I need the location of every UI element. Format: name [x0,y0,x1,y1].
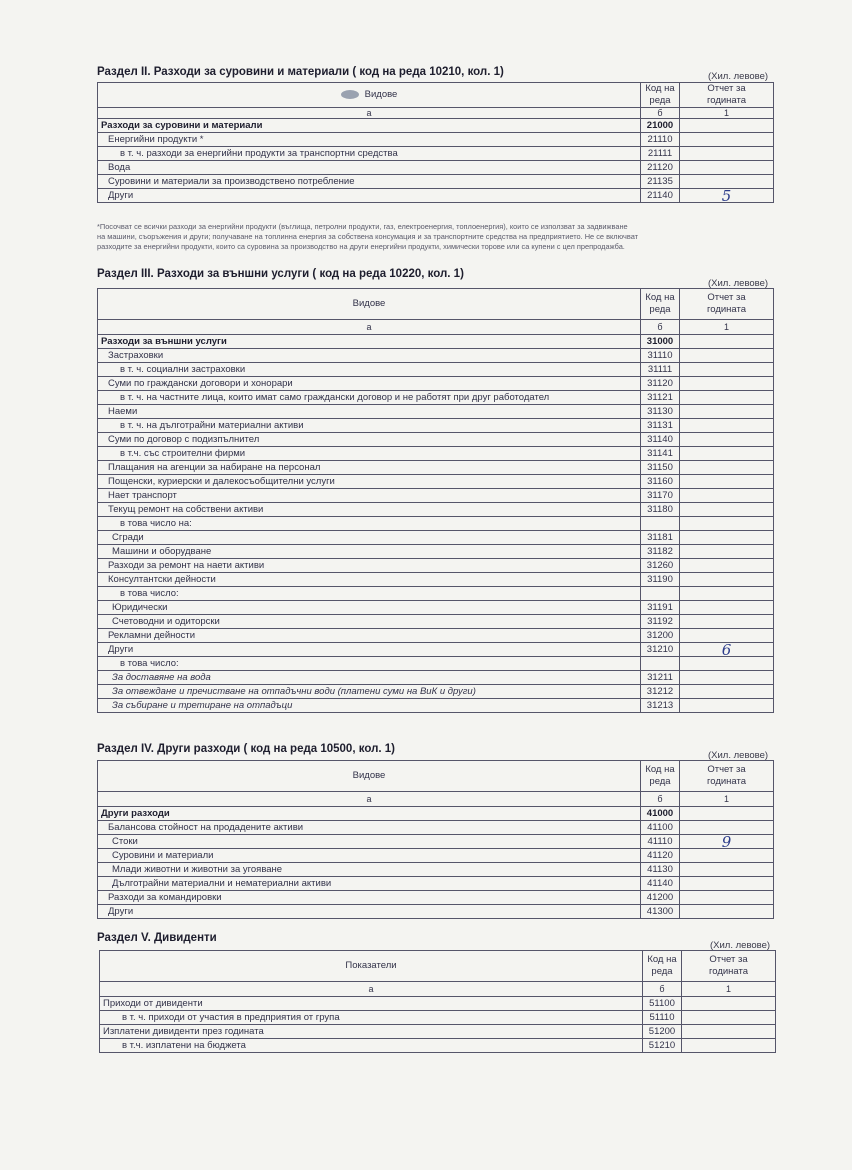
section4-kind-header: Видове [98,761,641,792]
table-row: Суми по граждански договори и хонорари 31120 [98,377,774,391]
table-row: Текущ ремонт на собствени активи 31180 [98,503,774,517]
section3-header-row [98,289,774,320]
value-cell[interactable] [680,629,774,643]
value-cell[interactable] [680,161,774,175]
value-cell[interactable] [680,821,774,835]
value-cell[interactable] [680,133,774,147]
value-cell[interactable] [680,363,774,377]
value-cell[interactable] [680,807,774,821]
value-cell[interactable] [680,447,774,461]
table-row: Разходи за суровини и материали 21000 [98,119,774,133]
table-row: Разходи за външни услуги 31000 [98,335,774,349]
table-row: Сгради 31181 [98,531,774,545]
section5-header-row [100,951,776,982]
section4-code-header: Код на реда [641,761,680,792]
section5-report-header: Отчет за годината [682,951,776,982]
value-cell[interactable] [680,119,774,133]
value-cell[interactable] [682,1011,776,1025]
value-cell[interactable] [680,657,774,671]
value-cell[interactable] [680,405,774,419]
value-cell[interactable] [680,587,774,601]
section5-indicators-header: Показатели [100,951,643,982]
value-cell[interactable] [680,461,774,475]
value-cell[interactable] [680,685,774,699]
table-row: За отвеждане и пречистване на отпадъчни води (платени суми на ВиК и други) 31212 [98,685,774,699]
smudge-icon [341,90,359,99]
value-cell[interactable]: 5 [680,189,774,203]
section3-units: (Хил. левове) [708,278,769,289]
value-cell[interactable] [682,1025,776,1039]
table-row: Машини и оборудване 31182 [98,545,774,559]
table-row: Енергийни продукти * 21110 [98,133,774,147]
table-row: Други разходи 41000 [98,807,774,821]
table-row: Суровини и материали за производствено потребление 21135 [98,175,774,189]
value-cell[interactable] [680,489,774,503]
section2-header-row [98,83,774,108]
section3-code-header: Код на реда [641,289,680,320]
section3-report-header: Отчет за годината [680,289,774,320]
value-cell[interactable] [680,615,774,629]
table-row: Консултантски дейности 31190 [98,573,774,587]
value-cell[interactable] [680,573,774,587]
value-cell[interactable] [680,419,774,433]
value-cell[interactable] [680,699,774,713]
section3-title: Раздел III. Разходи за външни услуги ( код на реда 10220, кол. 1) [97,268,464,280]
section5-code-header: Код на реда [643,951,682,982]
value-cell[interactable] [680,349,774,363]
section2-subheader-row: а б 1 [98,108,774,119]
table-row: Рекламни дейности 31200 [98,629,774,643]
value-cell[interactable] [680,531,774,545]
table-row: Други 41300 [98,905,774,919]
table-row: в т. ч. социални застраховки 31111 [98,363,774,377]
section2-report-header: Отчет за годината [680,83,774,108]
table-row: Наеми 31130 [98,405,774,419]
table-row: Застраховки 31110 [98,349,774,363]
value-cell[interactable] [680,559,774,573]
table-row: Пощенски, куриерски и далекосъобщителни услуги 31160 [98,475,774,489]
table-row: За събиране и третиране на отпадъци 31213 [98,699,774,713]
value-cell[interactable] [682,997,776,1011]
section2-title: Раздел II. Разходи за суровини и материали ( код на реда 10210, кол. 1) [97,66,504,78]
table-row: Дълготрайни материални и нематериални активи 41140 [98,877,774,891]
table-row: За доставяне на вода 31211 [98,671,774,685]
value-cell[interactable] [680,905,774,919]
table-row: в т.ч. със строителни фирми 31141 [98,447,774,461]
section3-table [97,288,774,713]
value-cell[interactable] [680,175,774,189]
table-row: Балансова стойност на продадените активи 41100 [98,821,774,835]
value-cell[interactable] [680,863,774,877]
table-row: Други 31210 6 [98,643,774,657]
table-row: в т. ч. приходи от участия в предприятия от група 51110 [100,1011,776,1025]
value-cell[interactable] [680,849,774,863]
table-row: Други 21140 5 [98,189,774,203]
table-row: в това число на: [98,517,774,531]
value-cell[interactable] [680,503,774,517]
value-cell[interactable] [680,545,774,559]
value-cell[interactable] [680,335,774,349]
table-row: в т. ч. разходи за енергийни продукти за транспортни средства 21111 [98,147,774,161]
section2-footnote: *Посочват се всички разходи за енергийни продукти (въглища, петролни продукти, газ, електроенергия, топлоенергия), които се използват за задвижване на машини, съоръжения и други; получаване на топлинна енергия за собствена консумация и за транспортните средства на предприятието. Не се включват разходите за енергийни продукти, които са суровина за производство на други енергийни продукти, химически торове или са купени с цел препродажба. [97,222,639,251]
section4-header-row [98,761,774,792]
table-row: в т. ч. на частните лица, които имат само граждански договор и не работят при друг работодател 31121 [98,391,774,405]
value-cell[interactable] [680,891,774,905]
section5-title: Раздел V. Дивиденти [97,932,217,944]
table-row: Нает транспорт 31170 [98,489,774,503]
value-cell[interactable]: 6 [680,643,774,657]
table-row: Разходи за ремонт на наети активи 31260 [98,559,774,573]
section3-kind-header: Видове [98,289,641,320]
table-row: Суми по договор с подизпълнител 31140 [98,433,774,447]
table-row: в т.ч. изплатени на бюджета 51210 [100,1039,776,1053]
section4-table [97,760,774,919]
table-row: Изплатени дивиденти през годината 51200 [100,1025,776,1039]
value-cell[interactable] [680,377,774,391]
table-row: Счетоводни и одиторски 31192 [98,615,774,629]
table-row: Приходи от дивиденти 51100 [100,997,776,1011]
table-row: Вода 21120 [98,161,774,175]
section2-kind-header: Видове [98,83,641,108]
section3-subheader-row: а б 1 [98,320,774,335]
table-row: Суровини и материали 41120 [98,849,774,863]
value-cell[interactable] [680,601,774,615]
table-row: в т. ч. на дълготрайни материални активи 31131 [98,419,774,433]
section5-units: (Хил. левове) [710,940,771,951]
value-cell[interactable] [680,877,774,891]
table-row: Млади животни и животни за угояване 41130 [98,863,774,877]
value-cell[interactable] [680,671,774,685]
section4-units: (Хил. левове) [708,750,769,761]
value-cell[interactable] [680,391,774,405]
section4-report-header: Отчет за годината [680,761,774,792]
section5-subheader-row: а б 1 [100,982,776,997]
value-cell[interactable] [680,433,774,447]
section4-subheader-row: а б 1 [98,792,774,807]
table-row: Плащания на агенции за набиране на персонал 31150 [98,461,774,475]
table-row: Разходи за командировки 41200 [98,891,774,905]
table-row: Стоки 41110 9 [98,835,774,849]
value-cell[interactable] [680,147,774,161]
table-row: в това число: [98,657,774,671]
table-row: в това число: [98,587,774,601]
section2-table [97,82,774,203]
value-cell[interactable] [682,1039,776,1053]
section2-units: (Хил. левове) [708,71,769,82]
value-cell[interactable] [680,517,774,531]
section2-code-header: Код на реда [641,83,680,108]
section5-table [99,950,776,1053]
value-cell[interactable] [680,475,774,489]
value-cell[interactable]: 9 [680,835,774,849]
table-row: Юридически 31191 [98,601,774,615]
section4-title: Раздел IV. Други разходи ( код на реда 10500, кол. 1) [97,743,395,755]
